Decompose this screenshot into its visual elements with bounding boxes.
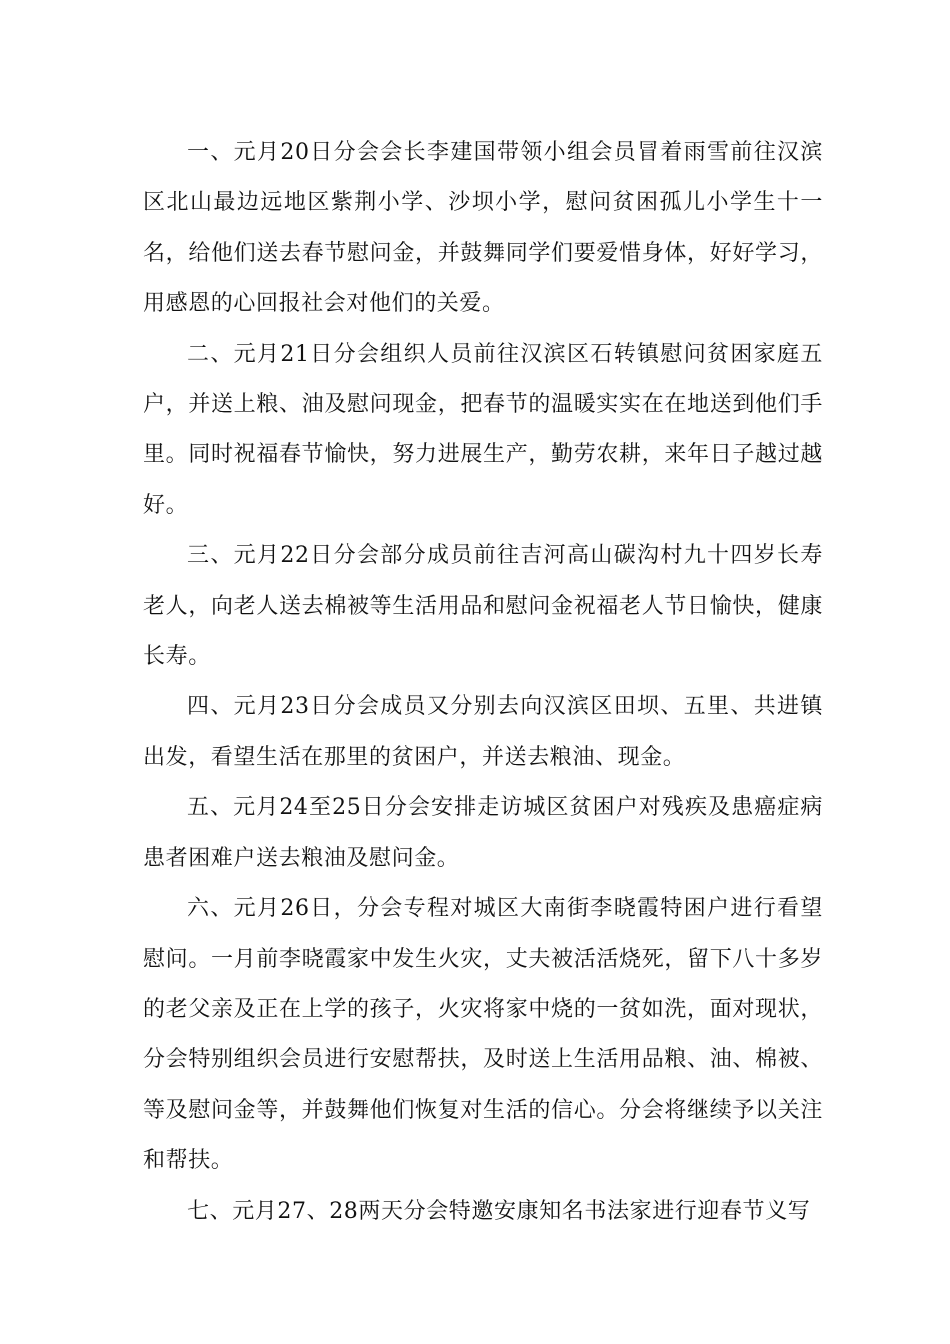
paragraph-2: 二、元月21日分会组织人员前往汉滨区石转镇慰问贫困家庭五户，并送上粮、油及慰问现金，把春节的温暖实实在在地送到他们手里。同时祝福春节愉快，努力进展生产，勤劳农耕，来年日子越过越好。 — [143, 341, 823, 518]
document-body — [143, 128, 823, 1237]
paragraph-1: 一、元月20日分会会长李建国带领小组会员冒着雨雪前往汉滨区北山最边远地区紫荆小学、沙坝小学，慰问贫困孤儿小学生十一名，给他们送去春节慰问金，并鼓舞同学们要爱惜身体，好好学习，用感恩的心回报社会对他们的关爱。 — [143, 140, 823, 317]
paragraph-5: 五、元月24至25日分会安排走访城区贫困户对残疾及患癌症病患者困难户送去粮油及慰问金。 — [143, 795, 823, 871]
paragraph-7: 七、元月27、28两天分会特邀安康知名书法家进行迎春节义写 — [187, 1198, 811, 1224]
paragraph-6: 六、元月26日，分会专程对城区大南街李晓霞特困户进行看望慰问。一月前李晓霞家中发生火灾，丈夫被活活烧死，留下八十多岁的老父亲及正在上学的孩子，火灾将家中烧的一贫如洗，面对现状，分会特别组织会员进行安慰帮扶，及时送上生活用品粮、油、棉被、等及慰问金等，并鼓舞他们恢复对生活的信心。分会将继续予以关注和帮扶。 — [143, 896, 823, 1174]
paragraph-4: 四、元月23日分会成员又分别去向汉滨区田坝、五里、共进镇出发，看望生活在那里的贫困户，并送去粮油、现金。 — [143, 694, 823, 770]
paragraph-3: 三、元月22日分会部分成员前往吉河高山碳沟村九十四岁长寿老人，向老人送去棉被等生活用品和慰问金祝福老人节日愉快，健康长寿。 — [143, 543, 823, 670]
